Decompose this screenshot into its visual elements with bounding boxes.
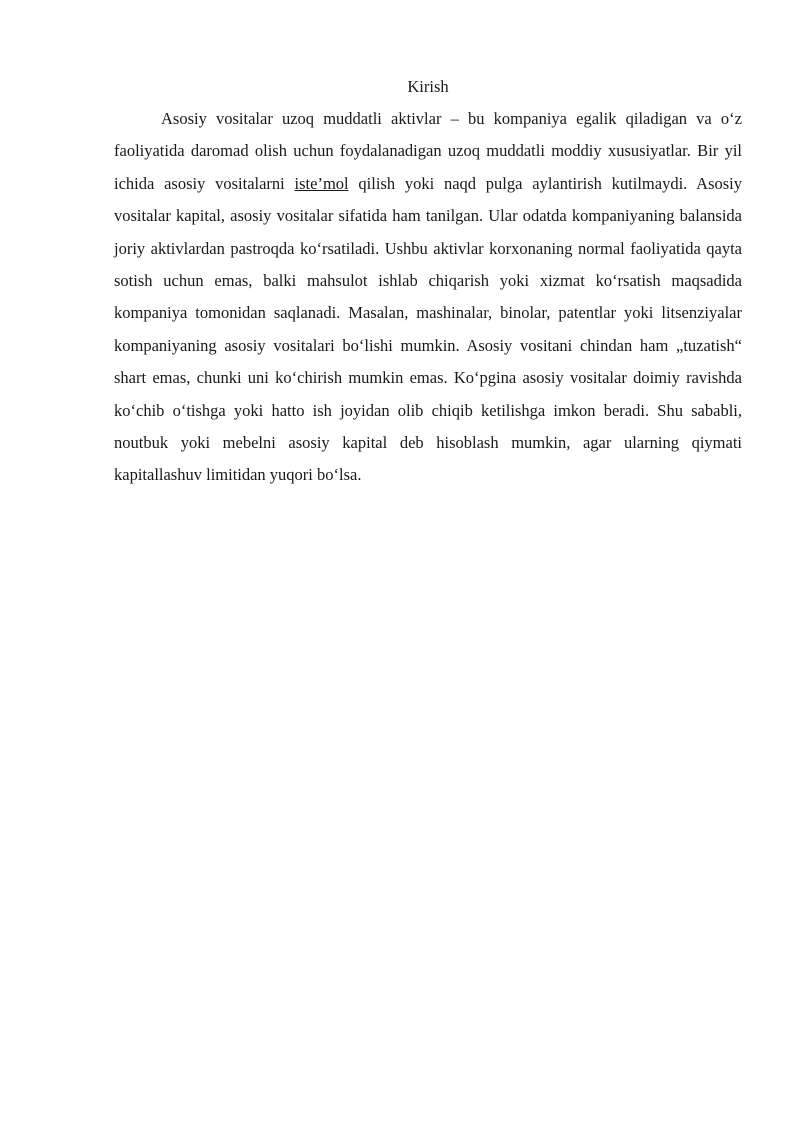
body-paragraph bbox=[114, 103, 742, 492]
underlined-word-link[interactable]: iste’mol bbox=[294, 173, 349, 193]
page-title: Kirish bbox=[407, 77, 449, 96]
paragraph-text-end: qilish yoki naqd pulga aylantirish kutilmaydi. Asosiy vositalar kapital, asosiy vositalar sifatida ham tanilgan. Ular odatda kompaniyaning balansida joriy aktivlardan pastroqda ko‘rsatiladi. Ushbu aktivlar korxonaning normal faoliyatida qayta sotish uchun emas, balki mahsulot ishlab chiqarish yoki xizmat ko‘rsatish maqsadida kompaniya tomonidan saqlanadi. Masalan, mashinalar, binolar, patentlar yoki litsenziyalar kompaniyaning asosiy vositalari bo‘lishi mumkin. Asosiy vositani chindan ham „tuzatish“ shart emas, chunki uni ko‘chirish mumkin emas. Ko‘pgina asosiy vositalar doimiy ravishda ko‘chib o‘tishga yoki hatto ish joyidan olib chiqib ketilishga imkon beradi. Shu sababli, noutbuk yoki mebelni asosiy kapital deb hisoblash mumkin, agar ularning qiymati kapitallashuv limitidan yuqori bo‘lsa. bbox=[114, 173, 742, 485]
paragraph-text-start: Asosiy vositalar uzoq muddatli aktivlar – bu kompaniya egalik qiladigan va o‘z faoliyatida daromad olish uchun foydalanadigan uzoq muddatli moddiy xususiyatlar. Bir yil ichida asosiy vositalarni bbox=[114, 109, 742, 193]
